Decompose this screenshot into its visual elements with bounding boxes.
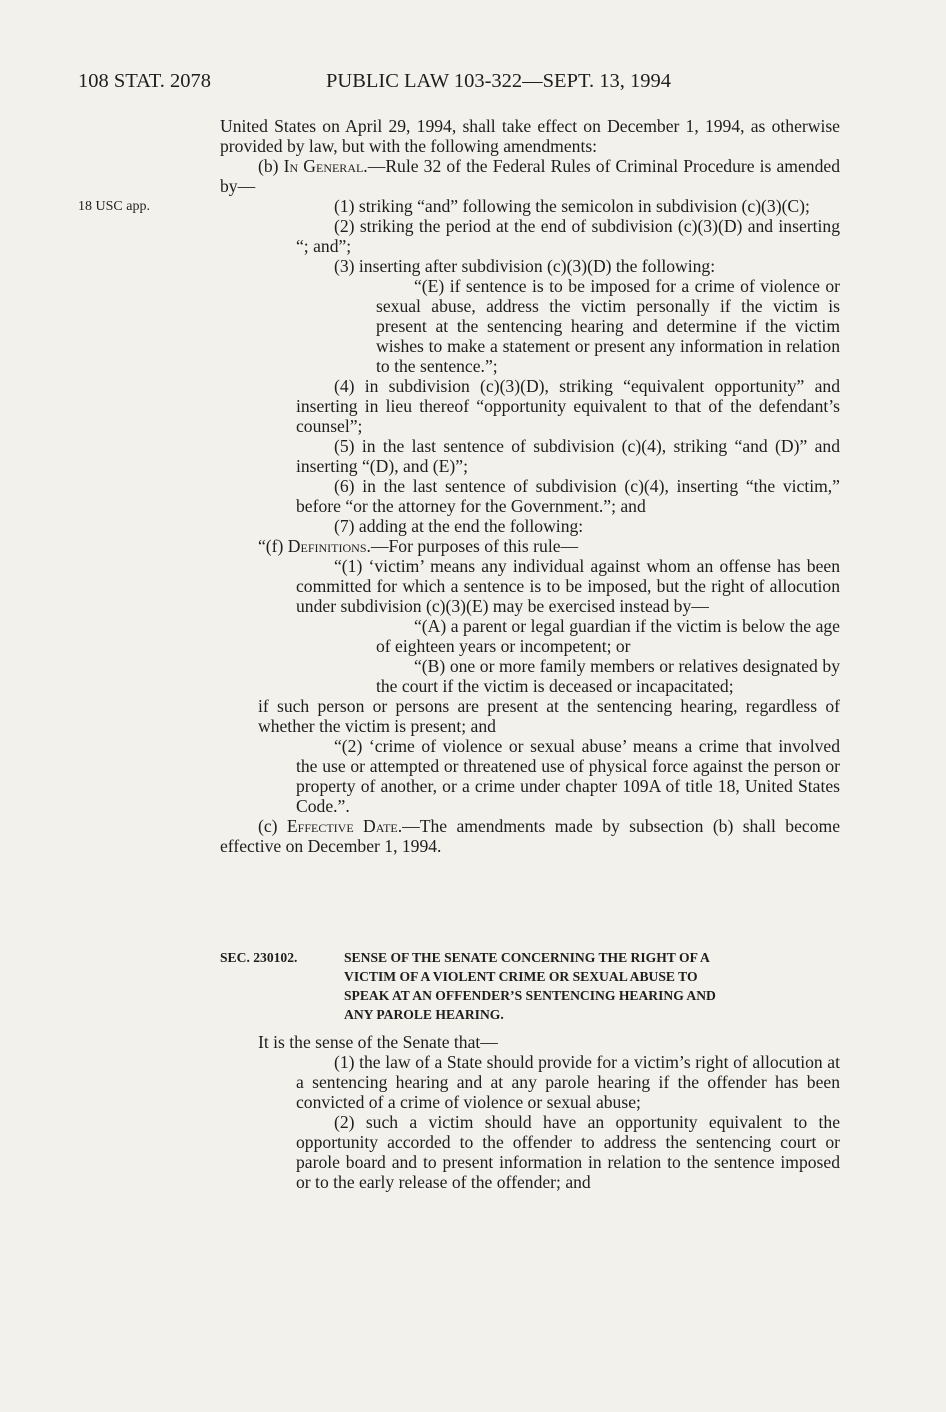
definition-continuation: if such person or persons are present at the sentencing hearing, regardless of whether the victim is present; and (258, 696, 840, 736)
quoted-text-e: “(E) if sentence is to be imposed for a crime of violence or sexual abuse, address the victim personally if the victim is present at the sentencing hearing and determine if the victim wishes to make a statement or present any information in relation to the sentence.”; (376, 276, 840, 376)
amendment-item-2: (2) striking the period at the end of subdivision (c)(3)(D) and inserting “; and”; (296, 216, 840, 256)
amendment-item-5: (5) in the last sentence of subdivision (c)(4), striking “and (D)” and inserting “(D), and (E)”; (296, 436, 840, 476)
amendment-item-7: (7) adding at the end the following: (334, 516, 584, 536)
amendment-item-6: (6) in the last sentence of subdivision (c)(4), inserting “the victim,” before “or the attorney for the Government.”; and (296, 476, 840, 516)
amendment-item-4: (4) in subdivision (c)(3)(D), striking “equivalent opportunity” and inserting in lieu thereof “opportunity equivalent to that of the defendant’s counsel”; (296, 376, 840, 436)
sense-item-1: (1) the law of a State should provide for a victim’s right of allocution at a sentencing hearing and at any parole hearing if the offender has been convicted of a crime of violence or sexual abuse; (296, 1052, 840, 1112)
section-intro: It is the sense of the Senate that— (258, 1032, 498, 1052)
subsection-c: (c) Effective Date.—The amendments made by subsection (b) shall become effective on December 1, 1994. (220, 816, 841, 856)
definition-1b: “(B) one or more family members or relatives designated by the court if the victim is deceased or incapacitated; (376, 656, 840, 696)
section-body (220, 1032, 840, 1192)
subsection-b: (b) In General.—Rule 32 of the Federal Rules of Criminal Procedure is amended by— (220, 156, 840, 196)
margin-citation: 18 USC app. (78, 199, 150, 214)
amendment-item-1: (1) striking “and” following the semicolon in subdivision (c)(3)(C); (334, 196, 810, 216)
section-heading: SEC. 230102. SENSE OF THE SENATE CONCERNING THE RIGHT OF A VICTIM OF A VIOLENT CRIME OR SEXUAL ABUSE TO SPEAK AT AN OFFENDER’S SENTENCING HEARING AND ANY PAROLE HEARING. (220, 950, 716, 1022)
paragraph-intro: United States on April 29, 1994, shall take effect on December 1, 1994, as otherwise provided by law, but with the following amendments: (220, 116, 840, 156)
section-number: SEC. 230102. (220, 950, 298, 965)
definition-1: “(1) ‘victim’ means any individual against whom an offense has been committed for which a sentence is to be imposed, but the right of allocution under subdivision (c)(3)(E) may be exercised instead by— (296, 556, 840, 616)
definitions-heading: “(f) Definitions.—For purposes of this rule— (258, 536, 579, 556)
definition-1a: “(A) a parent or legal guardian if the victim is below the age of eighteen years or incompetent; or (376, 616, 840, 656)
definition-2: “(2) ‘crime of violence or sexual abuse’ means a crime that involved the use or attempted or threatened use of physical force against the person or property of another, or a crime under chapter 109A of title 18, United States Code.”. (296, 736, 840, 816)
document-body (220, 116, 840, 856)
law-title: PUBLIC LAW 103-322—SEPT. 13, 1994 (326, 70, 671, 92)
page-reference: 108 STAT. 2078 (78, 70, 211, 92)
sense-item-2: (2) such a victim should have an opportunity equivalent to the opportunity accorded to the offender to address the sentencing court or parole board and to present information in relation to the sentence imposed or to the early release of the offender; and (296, 1112, 840, 1192)
subsection-heading: In General. (283, 156, 368, 176)
subsection-heading: Effective Date. (286, 816, 403, 836)
amendment-item-3: (3) inserting after subdivision (c)(3)(D) the following: (334, 256, 716, 276)
